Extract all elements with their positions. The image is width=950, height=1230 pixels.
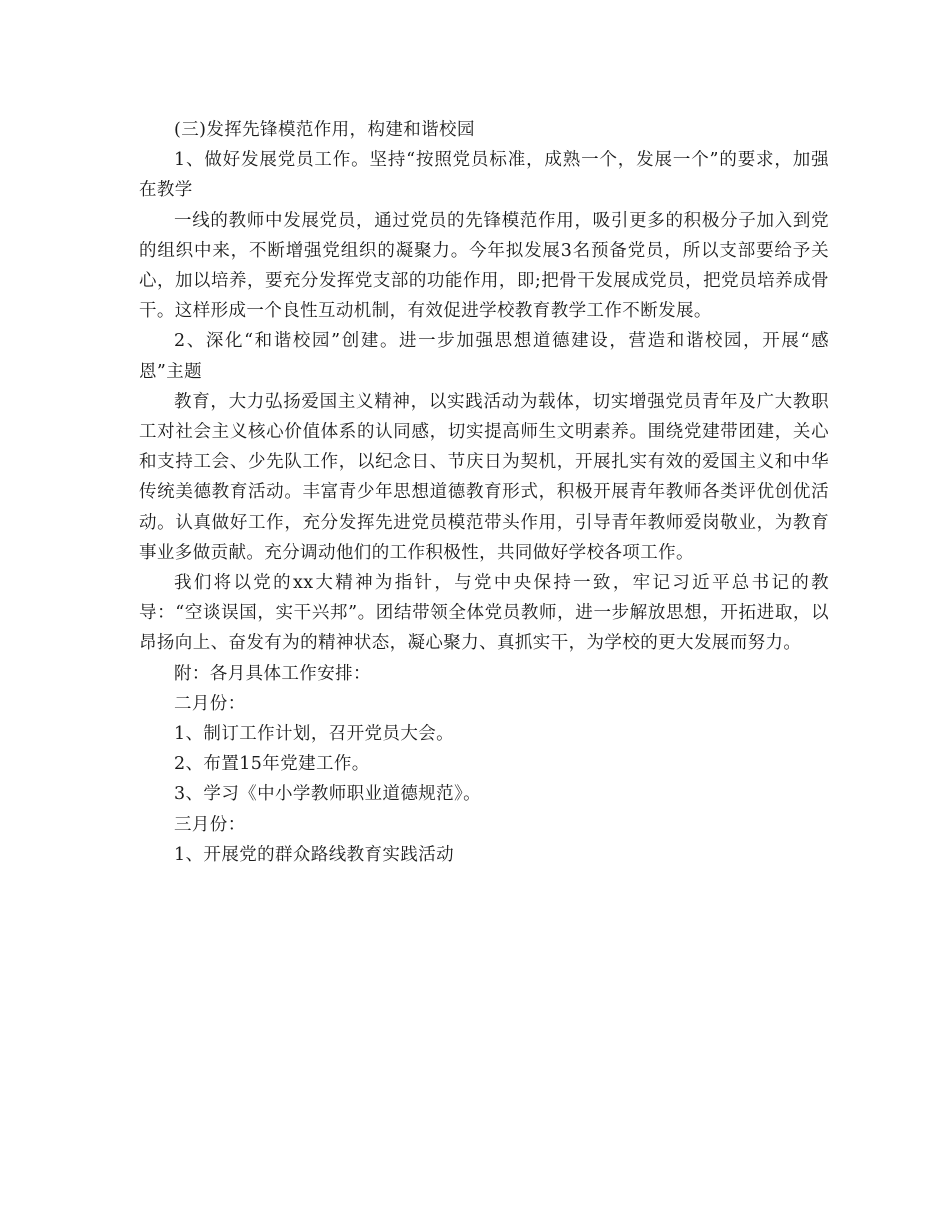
paragraph: 1、做好发展党员工作。坚持“按照党员标准，成熟一个，发展一个”的要求，加强在教学 [139, 150, 829, 201]
section-heading: (三)发挥先锋模范作用，构建和谐校园 [174, 120, 475, 140]
paragraph: 一线的教师中发展党员，通过党员的先锋模范作用，吸引更多的积极分子加入到党的组织中来，不断增强党组织的凝聚力。今年拟发展3名预备党员，所以支部要给予关心，加以培养，要充分发挥党支部的功能作用，即;把骨干发展成党员，把党员培养成骨干。这样形成一个良性互动机制，有效促进学校教育教学工作不断发展。 [139, 210, 829, 322]
list-item: 2、布置15年党建工作。 [174, 754, 370, 775]
paragraph: 2、深化“和谐校园”创建。进一步加强思想道德建设，营造和谐校园，开展“感恩”主题 [139, 331, 829, 382]
document-body [139, 115, 829, 870]
list-item: 3、学习《中小学教师职业道德规范》。 [174, 784, 482, 805]
list-item: 1、开展党的群众路线教育实践活动 [174, 844, 455, 865]
paragraph: 教育，大力弘扬爱国主义精神，以实践活动为载体，切实增强党员青年及广大教职工对社会主义核心价值体系的认同感，切实提高师生文明素养。围绕党建带团建，关心和支持工会、少先队工作，以纪念日、节庆日为契机，开展扎实有效的爱国主义和中华传统美德教育活动。丰富青少年思想道德教育形式，积极开展青年教师各类评优创优活动。认真做好工作，充分发挥先进党员模范带头作用，引导青年教师爱岗敬业，为教育事业多做贡献。充分调动他们的工作积极性，共同做好学校各项工作。 [139, 391, 829, 563]
list-item: 1、制订工作计划，召开党员大会。 [174, 724, 455, 745]
appendix-heading: 附：各月具体工作安排： [174, 663, 371, 684]
paragraph: 我们将以党的xx大精神为指针，与党中央保持一致，牢记习近平总书记的教导：“空谈误国，实干兴邦”。团结带领全体党员教师，进一步解放思想，开拓进取，以昂扬向上、奋发有为的精神状态，凝心聚力、真抓实干，为学校的更大发展而努力。 [139, 573, 829, 654]
month-heading: 二月份： [174, 693, 246, 714]
month-heading: 三月份： [174, 814, 246, 835]
